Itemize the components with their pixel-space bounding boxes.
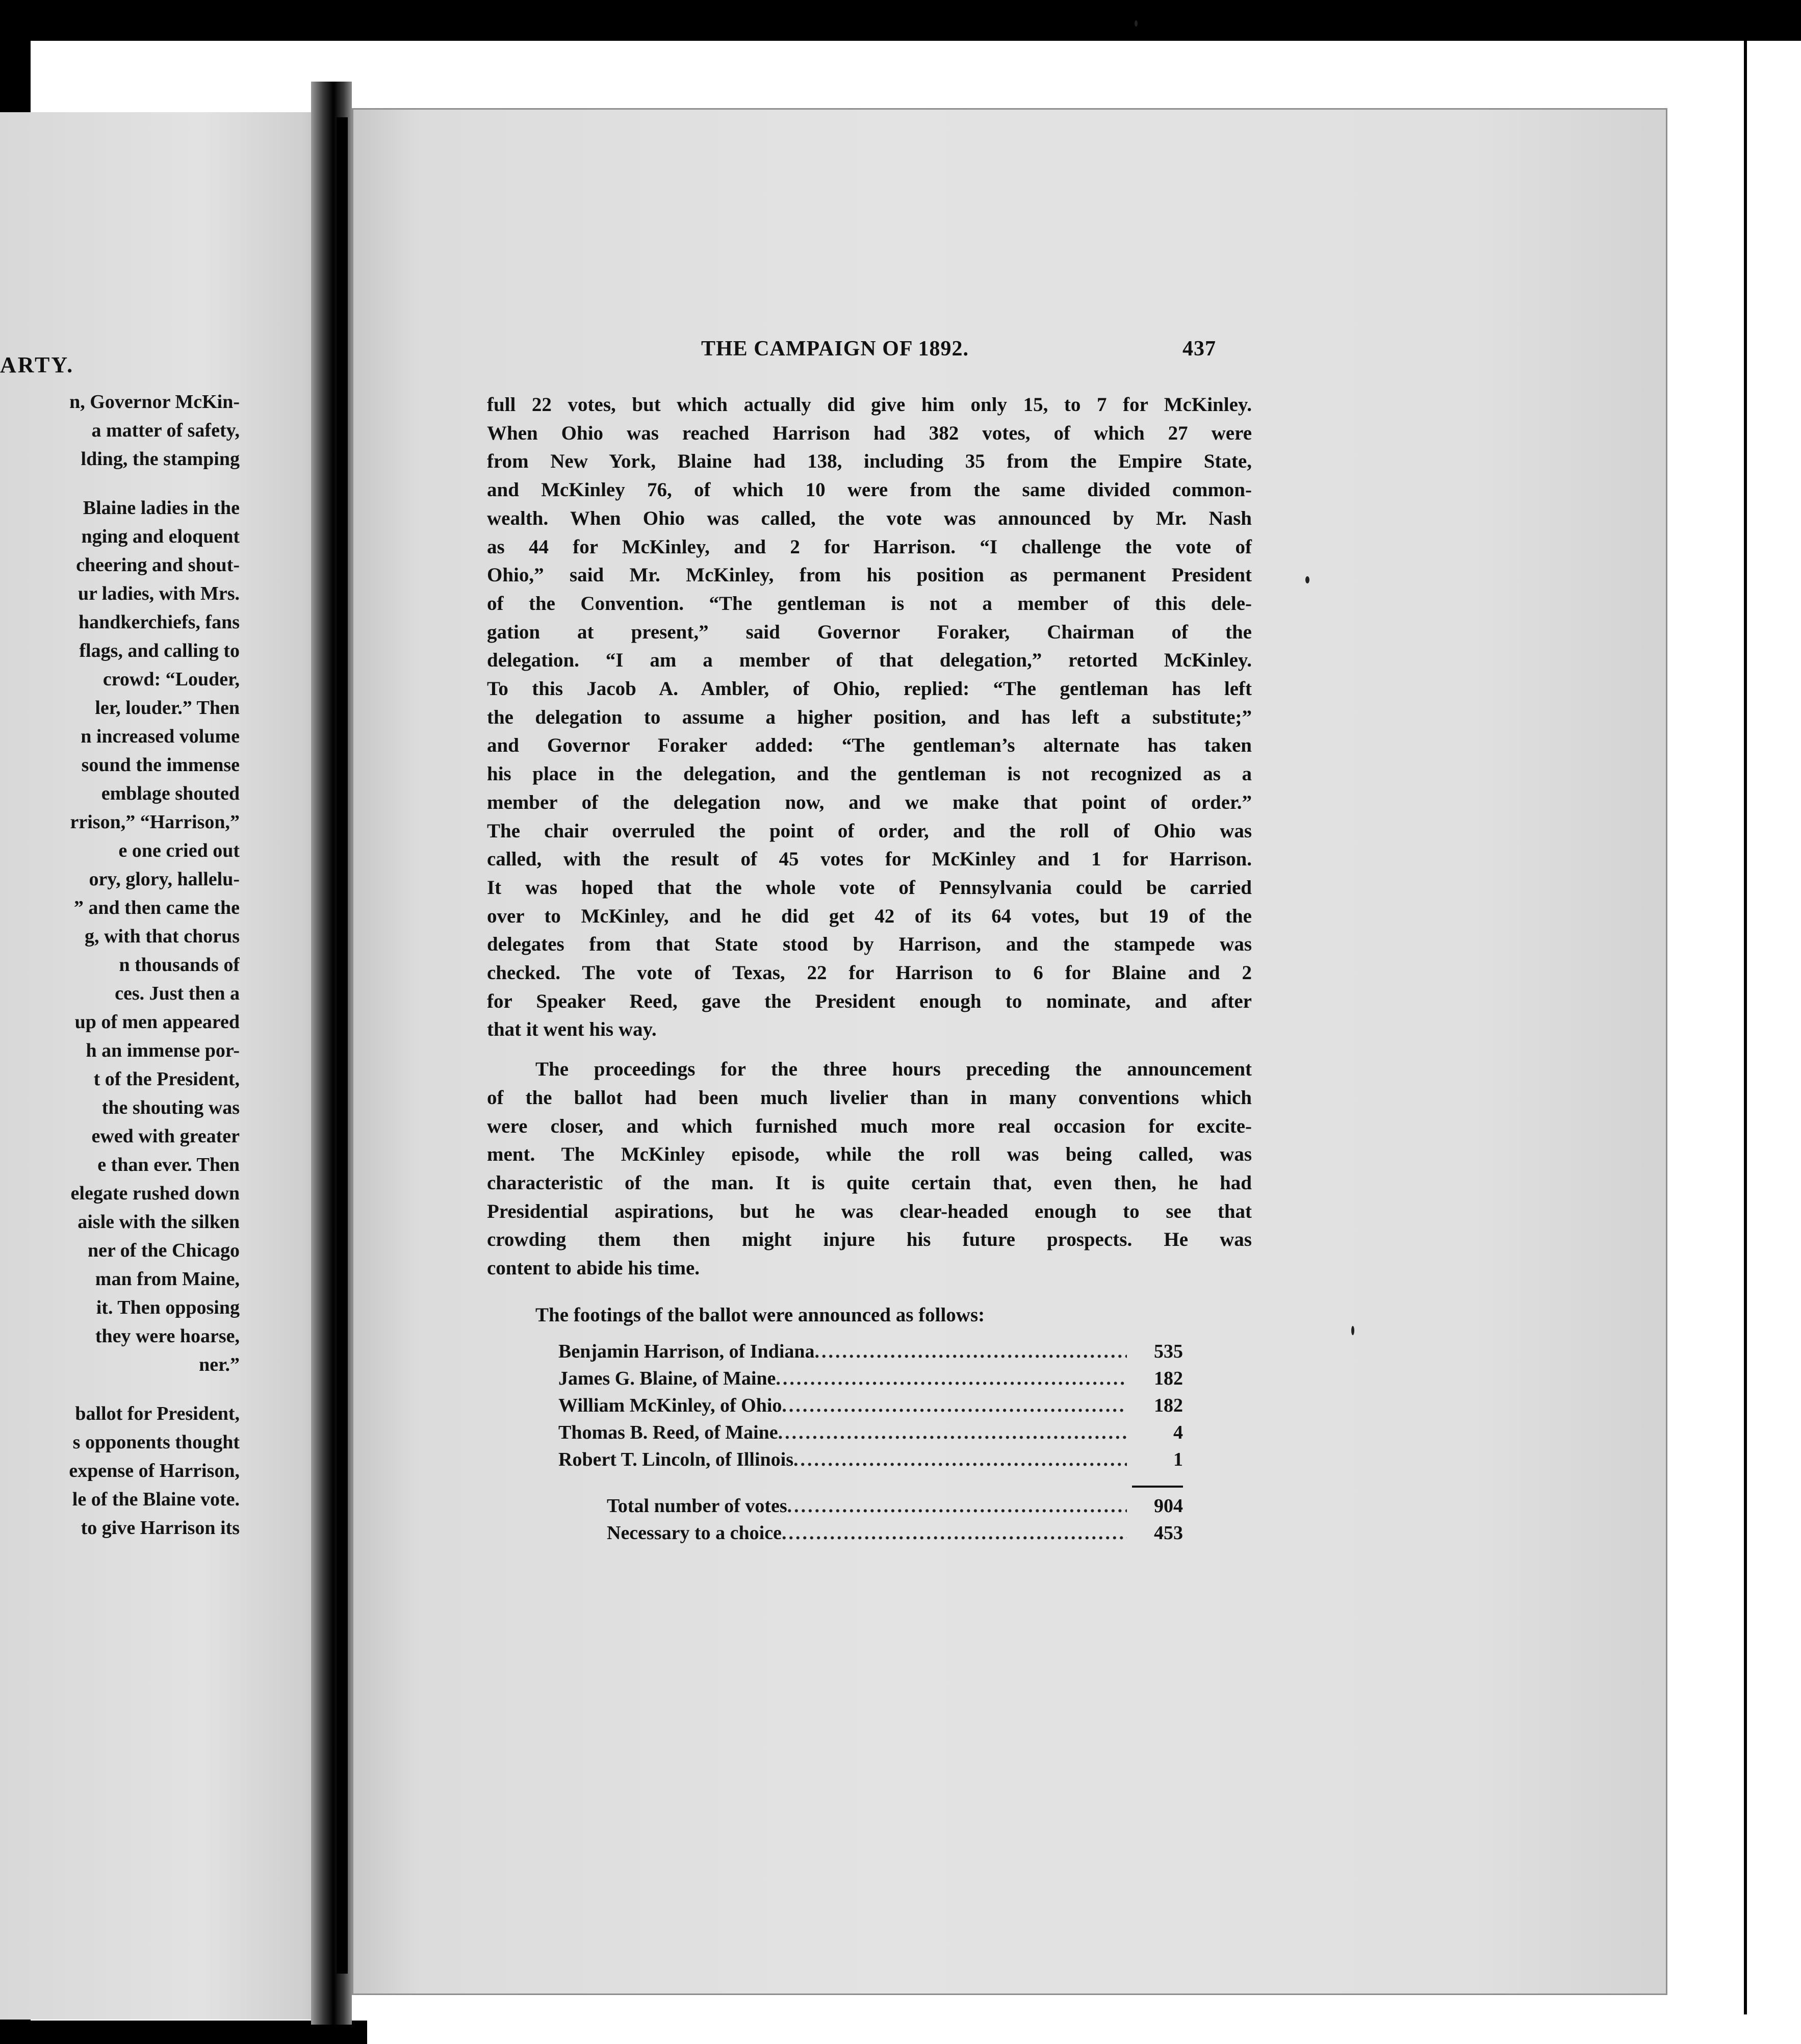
- body-line: It was hoped that the whole vote of Pennsylvania could be carried: [487, 876, 1252, 899]
- left-page-line: a matter of safety,: [91, 420, 240, 441]
- body-line: The proceedings for the three hours preceding the announcement: [535, 1058, 1252, 1081]
- body-line: delegation. “I am a member of that delegation,” retorted McKinley.: [487, 649, 1252, 672]
- left-page-line: le of the Blaine vote.: [72, 1489, 240, 1510]
- left-page-line: to give Harrison its: [81, 1517, 240, 1539]
- left-page-line: cheering and shout-: [76, 554, 240, 576]
- body-line: checked. The vote of Texas, 22 for Harrison to 6 for Blaine and 2: [487, 962, 1252, 984]
- vote-count: 535: [1154, 1341, 1183, 1362]
- left-page-line: ler, louder.” Then: [95, 697, 240, 719]
- left-page-line: ner.”: [199, 1354, 240, 1375]
- left-page-line: crowd: “Louder,: [102, 669, 240, 690]
- body-line: his place in the delegation, and the gentleman is not recognized as a: [487, 763, 1252, 785]
- left-page-line: the shouting was: [101, 1097, 240, 1118]
- body-line: of the Convention. “The gentleman is not a member of this dele-: [487, 592, 1252, 615]
- microfilm-border-right: [1744, 41, 1801, 2014]
- left-page-line: h an immense por-: [86, 1040, 240, 1061]
- leader-dots: [782, 1394, 1127, 1417]
- left-page-line: ballot for President,: [75, 1403, 240, 1424]
- left-page-line: t of the President,: [93, 1068, 240, 1090]
- left-page-line: g, with that chorus: [84, 926, 240, 947]
- vote-count: 1: [1173, 1449, 1183, 1470]
- paragraph-gap: [0, 1379, 240, 1399]
- left-page-line: s opponents thought: [72, 1432, 240, 1453]
- tally-row: [607, 1522, 1183, 1549]
- body-line: from New York, Blaine had 138, including 35 from the Empire State,: [487, 450, 1252, 473]
- body-line: were closer, and which furnished much more real occasion for excite-: [487, 1115, 1252, 1137]
- body-line: wealth. When Ohio was called, the vote was announced by Mr. Nash: [487, 507, 1252, 529]
- leader-dots: [793, 1448, 1127, 1471]
- body-line: Ohio,” said Mr. McKinley, from his position as permanent President: [487, 564, 1252, 586]
- body-line: full 22 votes, but which actually did give him only 15, to 7 for McKinley.: [487, 394, 1252, 416]
- body-line: the delegation to assume a higher position, and has left a substitute;”: [487, 706, 1252, 728]
- body-line: When Ohio was reached Harrison had 382 votes, of which 27 were: [487, 422, 1252, 444]
- left-page-line: lding, the stamping: [81, 448, 240, 470]
- candidate-name: Thomas B. Reed, of Maine: [558, 1422, 778, 1443]
- leader-dots: [815, 1340, 1127, 1363]
- left-page-line: ewed with greater: [91, 1126, 240, 1147]
- footings-intro: The footings of the ballot were announced as follows:: [535, 1304, 985, 1326]
- body-line: called, with the result of 45 votes for McKinley and 1 for Harrison.: [487, 848, 1252, 871]
- microfilm-border-top: [0, 0, 1801, 41]
- left-page-line: e than ever. Then: [97, 1154, 240, 1176]
- body-line: delegates from that State stood by Harrison, and the stampede was: [487, 933, 1252, 956]
- left-page-line: n thousands of: [119, 954, 240, 976]
- body-line: characteristic of the man. It is quite certain that, even then, he had: [487, 1171, 1252, 1194]
- film-speck: [1305, 576, 1309, 583]
- left-page-line: handkerchiefs, fans: [78, 611, 240, 633]
- left-page-line: they were hoarse,: [95, 1325, 240, 1347]
- left-page-line: flags, and calling to: [79, 640, 240, 661]
- body-line: as 44 for McKinley, and 2 for Harrison. “I challenge the vote of: [487, 535, 1252, 558]
- candidate-name: William McKinley, of Ohio: [558, 1395, 782, 1416]
- leader-dots: [778, 1421, 1127, 1444]
- left-page-line: ces. Just then a: [115, 983, 240, 1004]
- candidate-name: James G. Blaine, of Maine: [558, 1368, 776, 1389]
- left-page-line: rrison,” “Harrison,”: [70, 811, 240, 833]
- tally-row: [558, 1394, 1183, 1421]
- left-page-line: up of men appeared: [74, 1011, 240, 1033]
- left-page-running-head: ARTY.: [0, 352, 74, 377]
- left-page-line: emblage shouted: [101, 783, 240, 804]
- body-line: over to McKinley, and he did get 42 of its 64 votes, but 19 of the: [487, 905, 1252, 927]
- left-page-line: n, Governor McKin-: [69, 391, 240, 413]
- tally-row: [607, 1495, 1183, 1522]
- left-page-line: Blaine ladies in the: [83, 497, 240, 519]
- left-page-line: expense of Harrison,: [69, 1460, 240, 1481]
- candidate-name: Necessary to a choice: [607, 1522, 782, 1544]
- leader-dots: [787, 1495, 1127, 1517]
- left-page-line: ner of the Chicago: [88, 1240, 240, 1261]
- leader-dots: [782, 1522, 1127, 1544]
- vote-count: 453: [1154, 1522, 1183, 1544]
- left-page-line: sound the immense: [81, 754, 240, 776]
- left-page-line: man from Maine,: [95, 1268, 240, 1290]
- paragraph-gap: [0, 473, 240, 494]
- left-page-line: ur ladies, with Mrs.: [78, 583, 240, 604]
- vote-count: 4: [1173, 1422, 1183, 1443]
- candidate-name: Robert T. Lincoln, of Illinois: [558, 1449, 793, 1470]
- left-page-line: elegate rushed down: [70, 1183, 240, 1204]
- tally-row: [558, 1340, 1183, 1367]
- left-page: [0, 112, 337, 2020]
- tally-row: [558, 1367, 1183, 1394]
- gutter-shadow: [337, 117, 348, 1974]
- body-text: [487, 391, 1252, 1283]
- tally-row: [558, 1421, 1183, 1448]
- vote-count: 182: [1154, 1368, 1183, 1389]
- body-line: content to abide his time.: [487, 1257, 700, 1280]
- body-line: for Speaker Reed, gave the President enough to nominate, and after: [487, 990, 1252, 1012]
- body-line: gation at present,” said Governor Foraker, Chairman of the: [487, 621, 1252, 643]
- body-line: that it went his way.: [487, 1018, 657, 1041]
- body-line: and McKinley 76, of which 10 were from the same divided common-: [487, 479, 1252, 501]
- film-speck: [1351, 1326, 1354, 1335]
- sum-rule: [1132, 1486, 1183, 1488]
- page-number: 437: [1182, 337, 1216, 361]
- body-line: To this Jacob A. Ambler, of Ohio, replied: “The gentleman has left: [487, 678, 1252, 700]
- left-page-line: aisle with the silken: [78, 1211, 240, 1233]
- candidate-name: Total number of votes: [607, 1495, 787, 1517]
- body-line: ment. The McKinley episode, while the roll was being called, was: [487, 1143, 1252, 1166]
- ballot-tally: [558, 1340, 1183, 1549]
- left-page-line: nging and eloquent: [81, 526, 240, 547]
- body-line: of the ballot had been much livelier than in many conventions which: [487, 1086, 1252, 1109]
- candidate-name: Benjamin Harrison, of Indiana: [558, 1341, 815, 1362]
- left-page-line: e one cried out: [118, 840, 240, 861]
- left-page-line: ” and then came the: [73, 897, 240, 918]
- left-page-text: [0, 388, 240, 1542]
- film-speck: [1135, 20, 1138, 27]
- vote-count: 904: [1154, 1495, 1183, 1517]
- leader-dots: [776, 1367, 1127, 1390]
- running-title: THE CAMPAIGN OF 1892.: [701, 337, 969, 361]
- left-page-line: it. Then opposing: [96, 1297, 240, 1318]
- body-line: Presidential aspirations, but he was clear-headed enough to see that: [487, 1200, 1252, 1222]
- body-line: member of the delegation now, and we make that point of order.”: [487, 791, 1252, 813]
- vote-count: 182: [1154, 1395, 1183, 1416]
- body-line: and Governor Foraker added: “The gentleman’s alternate has taken: [487, 734, 1252, 757]
- body-line: The chair overruled the point of order, and the roll of Ohio was: [487, 820, 1252, 842]
- tally-row: [558, 1448, 1183, 1475]
- running-head: [701, 337, 1216, 365]
- left-page-line: ory, glory, hallelu-: [89, 868, 240, 890]
- left-page-line: n increased volume: [81, 726, 240, 747]
- paragraph-gap: [487, 1044, 1252, 1055]
- body-line: crowding them then might injure his future prospects. He was: [487, 1229, 1252, 1251]
